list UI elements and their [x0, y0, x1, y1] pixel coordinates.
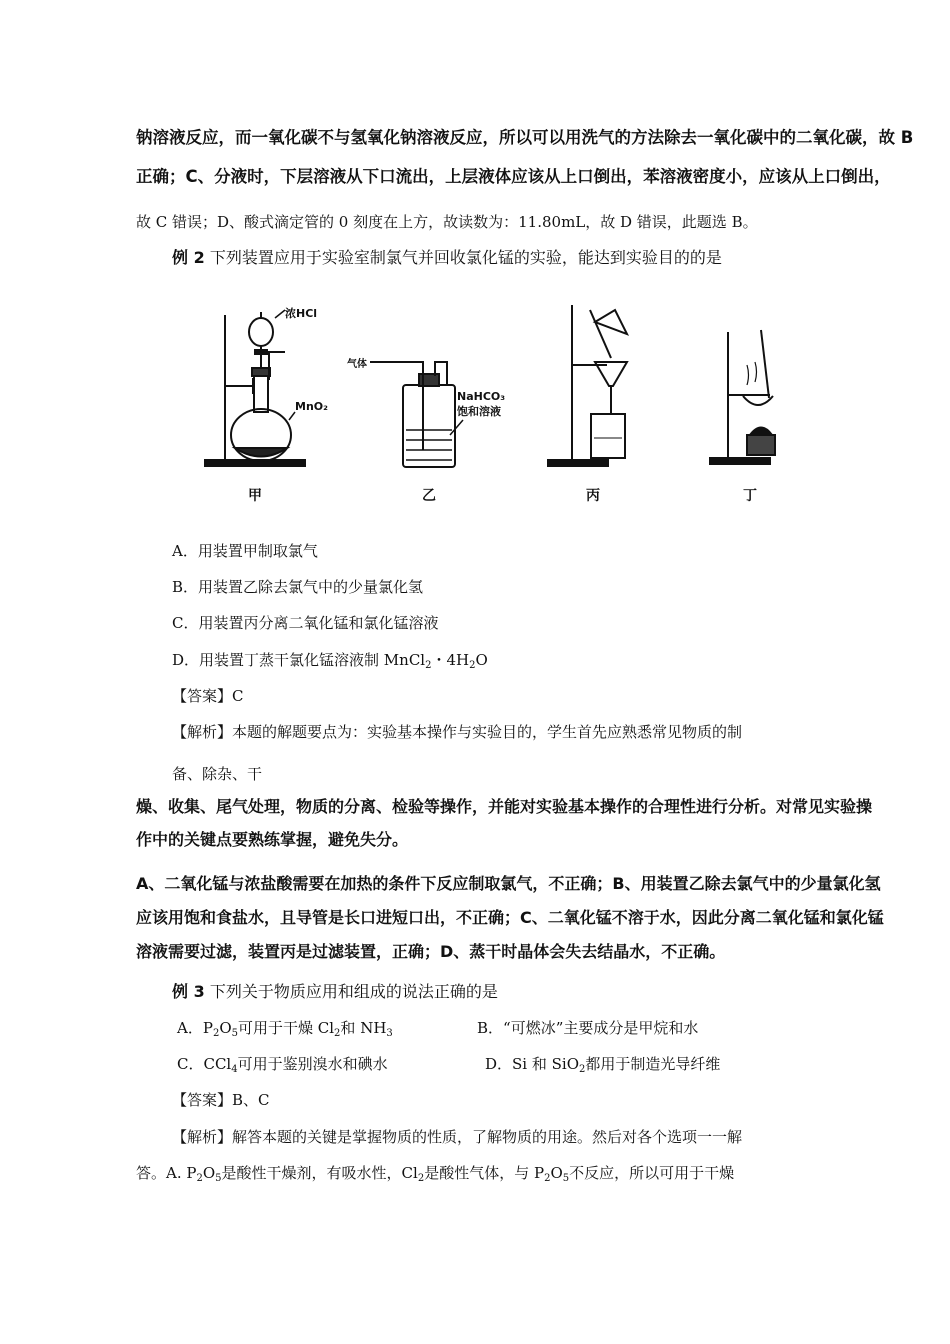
- opt-a-sub: 2: [212, 1028, 220, 1039]
- example-3-question: [172, 982, 498, 1002]
- an2-sub: 5: [562, 1173, 570, 1184]
- an2-part: 是酸性气体，与 P: [424, 1164, 545, 1182]
- example-3-option-b: B．“可燃冰”主要成分是甲烷和水: [477, 1019, 699, 1037]
- an2-sub: 2: [196, 1173, 203, 1184]
- example-3-answer: 【答案】B、C: [172, 1091, 270, 1109]
- example-2-answer: 【答案】C: [172, 687, 244, 705]
- opt-d-part: 都用于制造光导纤维: [585, 1055, 721, 1073]
- an2-part: 是酸性干燥剂，有吸水性，Cl: [221, 1164, 418, 1182]
- opt-a-sub: 3: [386, 1028, 393, 1039]
- example-2-analysis-7: 溶液需要过滤，装置丙是过滤装置，正确；D、蒸干时晶体会失去结晶水，不正确。: [136, 942, 726, 961]
- example-2-analysis-2: 备、除杂、干: [172, 765, 263, 783]
- an2-part: O: [202, 1164, 216, 1182]
- an2-sub: 2: [544, 1173, 551, 1184]
- apparatus-ding: [710, 330, 775, 464]
- example-2-analysis-3: 燥、收集、尾气处理，物质的分离、检验等操作，并能对实验基本操作的合理性进行分析。对常见实验操: [136, 797, 873, 816]
- an2-part: O: [550, 1164, 563, 1182]
- opt-d-part: D．Si 和 SiO: [485, 1055, 580, 1073]
- label-hcl: 浓HCl: [285, 307, 318, 320]
- example-2-analysis-5: A、二氧化锰与浓盐酸需要在加热的条件下反应制取氯气，不正确；B、用装置乙除去氯气中的少量氯化氢: [136, 874, 881, 893]
- example-2-option-b: B．用装置乙除去氯气中的少量氯化氢: [172, 578, 424, 596]
- opt-a-sub: 2: [334, 1028, 341, 1039]
- an2-sub: 5: [215, 1173, 222, 1184]
- an2-sub: 2: [417, 1173, 425, 1184]
- example-3-analysis-1: 【解析】解答本题的关键是掌握物质的性质，了解物质的用途。然后对各个选项一一解: [172, 1128, 743, 1146]
- apparatus-jia: [205, 310, 305, 466]
- option-d-sub2: 2: [469, 660, 476, 671]
- caption-bing: 丙: [586, 488, 600, 504]
- label-gas: 气体: [347, 359, 367, 370]
- apparatus-bing: [548, 305, 627, 466]
- example-3-option-a: [177, 1018, 393, 1044]
- prev-line-2: 正确；C、分液时，下层溶液从下口流出，上层液体应该从上口倒出，苯溶液密度小，应该从上口倒出，: [136, 167, 891, 186]
- opt-a-part: O: [219, 1019, 232, 1037]
- label-mno2: MnO₂: [295, 400, 328, 413]
- apparatus-figure: [195, 290, 795, 505]
- example-2-analysis-6: 应该用饱和食盐水，且导管是长口进短口出，不正确；C、二氧化锰不溶于水，因此分离二氧化锰和氯化锰: [136, 908, 884, 927]
- example-3-option-d: [485, 1054, 720, 1080]
- option-d-post: O: [475, 651, 488, 669]
- prev-line-3: 故 C 错误；D、酸式滴定管的 0 刻度在上方，故读数为：11.80mL，故 D 错误，此题选 B。: [136, 213, 758, 231]
- option-d-sub: 2: [425, 660, 432, 671]
- example-2-analysis-1: 【解析】本题的解题要点为：实验基本操作与实验目的，学生首先应熟悉常见物质的制: [172, 723, 743, 741]
- option-d-mid: ・4H: [431, 651, 470, 669]
- opt-a-part: 和 NH: [340, 1019, 387, 1037]
- opt-d-sub: 2: [579, 1064, 586, 1075]
- caption-ding: 丁: [743, 488, 757, 504]
- apparatus-yi: [370, 362, 463, 467]
- opt-c-sub: 4: [231, 1064, 238, 1075]
- option-d-text: D．用装置丁蒸干氯化锰溶液制 MnCl: [172, 651, 426, 669]
- label-nahco3: NaHCO₃: [457, 390, 506, 403]
- example-3-analysis-2: [136, 1163, 734, 1189]
- prev-line-1: 钠溶液反应，而一氧化碳不与氢氧化钠溶液反应，所以可以用洗气的方法除去一氧化碳中的二氧化碳，故 B: [136, 128, 914, 147]
- an2-part: 答。A. P: [136, 1164, 197, 1182]
- opt-c-part: 可用于鉴别溴水和碘水: [237, 1055, 388, 1073]
- an2-part: 不反应，所以可用于干燥: [569, 1164, 735, 1182]
- opt-a-sub: 5: [231, 1028, 238, 1039]
- example-2-question: [172, 248, 722, 268]
- example-2-option-a: A．用装置甲制取氯气: [172, 542, 318, 560]
- opt-c-part: C．CCl: [177, 1055, 232, 1073]
- caption-yi: 乙: [422, 488, 436, 504]
- example-2-option-c: C．用装置丙分离二氧化锰和氯化锰溶液: [172, 614, 439, 632]
- example-2-analysis-4: 作中的关键点要熟练掌握，避免失分。: [136, 830, 409, 849]
- example-2-option-d: [172, 650, 488, 676]
- example-2-label: 例 2: [172, 248, 205, 267]
- caption-jia: 甲: [248, 488, 262, 504]
- example-2-text: 下列装置应用于实验室制氯气并回收氯化锰的实验，能达到实验目的的是: [209, 248, 722, 267]
- example-3-option-c: [177, 1054, 388, 1080]
- opt-a-part: A．P: [177, 1019, 213, 1037]
- opt-a-part: 可用于干燥 Cl: [238, 1019, 335, 1037]
- label-saturated: 饱和溶液: [457, 405, 501, 418]
- example-3-text: 下列关于物质应用和组成的说法正确的是: [209, 982, 498, 1001]
- example-3-label: 例 3: [172, 982, 205, 1001]
